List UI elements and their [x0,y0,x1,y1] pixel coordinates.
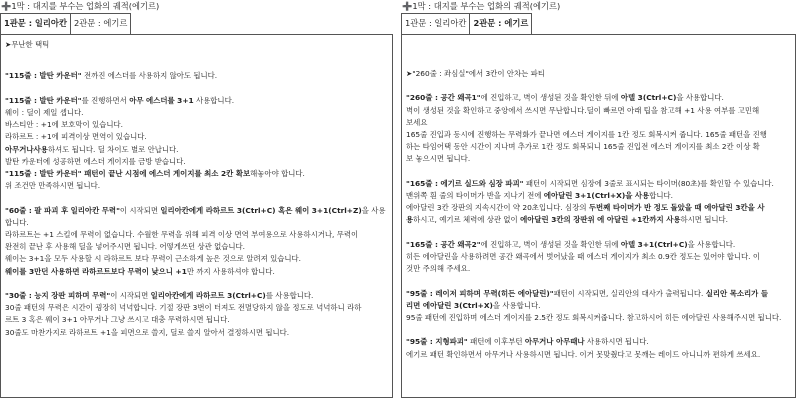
text-run: 에기르 패턴 확인하면서 아무거나 사용하시면 됩니다. 이거 못맞췄다고 못깨는 레이드 아니니까 편하게 쓰세요. [406,349,761,359]
bold-text-run: 두번째 타이머가 반 정도 돌았을 때 에아달린 3칸을 사 [588,203,765,213]
guide-line [5,217,388,229]
guide-line [406,349,791,361]
guide-line [406,288,791,300]
text-run: 이 시작되면 [110,291,151,300]
text-run: 패턴이 시작되면 심장에 3줄로 표시되는 타이머(80초)를 확인할 수 있습니다. [523,178,774,188]
collapse-header[interactable]: ➕1막 : 대지를 부수는 업화의 궤적(에기르) [402,1,561,11]
text-run: 바스티안 : +1에 보호막이 있습니다. [5,120,123,130]
tab-bar [0,13,393,34]
tab-content [0,34,393,398]
text-run: 보세요 [406,117,428,127]
guide-line [5,119,388,131]
bold-text-run: 웨이를 3만던 사용하면 라하르트보다 무력이 낮으니 +1 [5,266,187,276]
text-run: 패턴이 시작되면, 실리안의 대사가 출력됩니다. [553,288,706,298]
guide-line [5,95,388,107]
text-run: 사용합니다. [193,95,235,105]
text-run: 라하르트 : +1에 피격이상 면역이 있습니다. [5,132,147,142]
text-run: 르트 3 혹은 웨이 3+1 아무거나 그냥 쓰시고 대충 무력하시면 됩니다. [5,315,230,325]
collapse-header[interactable]: ➕1막 : 대지를 부수는 업화의 궤적(에기르) [1,1,160,11]
guide-line [5,70,388,82]
section-heading [406,68,791,80]
guide-line [406,105,791,117]
guide-line [5,241,388,253]
text-run: 을 사용 [361,205,386,215]
guide-line [5,314,388,326]
guide-line [5,144,388,156]
bold-text-run: 리면 에아달린 3(Ctrl+X) [406,300,493,310]
bold-text-run: "115줄 : 발탄 카운터" [5,71,82,81]
guide-line [5,266,388,278]
text-run: 에 진입하고, 벽이 생성된 것을 확인한 뒤에 [480,93,621,103]
guide-line [5,327,388,339]
text-run: 해놓아야 합니다. [250,169,305,178]
text-run: 웨이는 3+1을 모두 사용할 시 라하르트 보다 무력이 근소하게 높은 것으로 알려져 있습니다. [5,254,302,264]
right-panel [401,0,796,401]
guide-line [406,92,791,104]
guide-line [5,302,388,314]
blank-line [5,278,388,290]
text-run: 165줄 진입과 동시에 진행하는 무력화가 끝나면 에스더 게이지를 1칸 정도 회복시켜 줍니다. 165줄 패턴을 진행 [406,130,767,139]
blank-line [5,58,388,70]
guide-line [5,290,388,302]
guide-line [406,312,791,324]
text-run: 만 까지 사용하셔야 합니다. [186,266,275,276]
bold-text-run: "60줄 : 팔 파괴 후 일리아칸 무력" [5,205,120,215]
guide-line [406,153,791,165]
text-run: 라하르트는 +1 스킬에 무력이 없습니다. 수월한 무력을 위해 피격 이상 면역 부여용으로 사용하시거나, 무력이 [5,230,359,239]
guide-line [5,253,388,265]
tab-gate-1[interactable]: 1관문 : 일리아칸 [401,13,470,34]
tab-gate-1[interactable]: 1관문 : 일리아칸 [0,13,71,34]
guide-line [406,239,791,251]
text-run: 95줄 패턴에 진입하며 에스더 게이지를 2.5칸 정도 회복시켜줍니다. 참고하시어 히든 에아달린 사용해주시면 됩니다. [406,313,782,322]
text-run: 맨위쪽 흰 줄의 타이머가 반을 지나기 전에 [406,191,544,200]
text-run: 벽이 생성된 것을 확인하고 중앙에서 쓰시면 무난합니다.딜이 빠르면 아래 팁을 참고해 +1 사용 여부를 고민해 [406,105,760,115]
guide-line [5,156,388,168]
guide-line [406,190,791,202]
bold-text-run: 용 [406,215,414,225]
text-run: 하시고, 예기르 체력에 상관 없이 [413,215,521,225]
blank-line [5,83,388,95]
text-run: 패턴에 이후부턴 [467,337,525,347]
guide-line [5,168,388,180]
text-run: 것만 주의해 주세요. [406,264,471,274]
guide-line [406,202,791,214]
section-heading [5,39,388,51]
guide-line [406,251,791,263]
text-run: 하는 타임어택 동안 시간이 지나며 추가로 1칸 정도 회복되니 165줄 진입전 에스더 게이지를 최소 2칸 이상 확 [406,142,760,152]
text-run: 에아달린 3칸 장판의 지속시간이 약 20초입니다. 심장의 [406,203,589,213]
guide-line [5,229,388,241]
bold-text-run: 에아달린 3+1(Ctrl+X)을 사용 [543,191,650,200]
blank-line [406,166,791,178]
guide-line [406,263,791,275]
bold-text-run: 아델 3(Ctrl+C) [620,93,677,103]
guide-line [406,129,791,141]
text-run: 보 놓으시면 됩니다. [406,154,471,164]
bold-text-run: "165줄 : 공간 왜곡2" [406,239,481,249]
guide-line [5,131,388,143]
guide-line [406,141,791,153]
text-run: 를 진행하면서 [81,95,130,105]
left-panel [0,0,393,401]
bold-text-run: "115줄 : 발탄 카운터" 패턴이 끝난 시점에 에스더 게이지를 최소 2칸 확보 [5,169,251,178]
bold-text-run: 일리아칸에게 라하르트 3(Ctrl+C) [150,291,266,300]
guide-line [406,117,791,129]
bold-text-run: "95줄 : 지형파괴" [406,337,468,347]
bold-text-run: 아무 에스더를 3+1 [129,95,194,105]
text-run: 을 사용합니다. [676,93,724,103]
bold-text-run: 일리아칸에게 라하르트 3(Ctrl+C) 혹은 웨이 3+1(Ctrl+Z) [160,205,362,215]
text-run: 을 사용합니다. [492,300,541,310]
text-run: 웨이 : 딜이 제일 셉니다. [5,107,84,117]
text-run: ➤"260줄 : 좌심실"에서 3칸이 안차는 파티 [406,69,545,78]
text-run: 전까진 에스더를 사용하지 않아도 됩니다. [81,71,218,81]
text-run: 하셔도 됩니다. 딜 차이도 별로 안납니다. [47,144,179,154]
text-run: 완전히 끝난 후 사용해 딜을 넣어주시면 됩니다. 어떻게쓰던 상관 없습니다. [5,242,246,252]
text-run: 합니다. [5,217,29,227]
text-run: 30줄도 마찬가지로 라하르트 +1을 피면으로 쓸지, 딜로 쓸지 알아서 결정하시면 됩니다. [5,327,290,337]
bold-text-run: "95줄 : 레이저 피하며 무력(히든 에아달린)" [406,288,554,298]
guide-line [406,214,791,226]
text-run: 30줄 패턴의 무력은 시간이 굉장히 넉넉합니다. 기절 장판 3번이 터져도 전멸당하지 않을 정도로 넉넉하니 라하 [5,303,362,313]
tab-gate-2[interactable]: 2관문 : 에기르 [470,13,532,34]
text-run: 을 사용합니다. [687,239,736,249]
blank-line [406,80,791,92]
bold-text-run: "115줄 : 발탄 카운터" [5,95,82,105]
text-run: 발탄 카운터에 성공하면 에스더 게이지를 금방 받습니다. [5,156,186,166]
bold-text-run: 아무거나 아무때나 [524,337,585,347]
text-run: ➤무난한 택틱 [5,40,50,49]
blank-line [406,227,791,239]
blank-line [5,192,388,204]
bold-text-run: 에아달린 3칸의 장판위 에 아달린 +1칸까지 사용 [520,215,681,225]
tab-bar [401,13,796,34]
text-run: 이 시작되면 [119,205,161,215]
text-run: 를 사용합니다. [265,291,314,300]
tab-gate-2[interactable]: 2관문 : 에기르 [71,13,131,34]
guide-line [5,180,388,192]
guide-line [406,300,791,312]
text-run: 에 진입하고, 벽이 생성된 것을 확인한 뒤에 [480,239,621,249]
guide-line [406,336,791,348]
bold-text-run: "260줄 : 공간 왜곡1" [406,93,481,103]
bold-text-run: 아델 3+1(Ctrl+C) [620,239,688,249]
text-run: 히든 에아달린을 사용하려면 공간 왜곡에서 벗어났을 때 에스더 게이지가 최소 0.9칸 정도는 있어야 합니다. 이 [406,252,760,261]
bold-text-run: "165줄 : 에기르 실드와 심장 파괴" [406,178,524,188]
text-run: 합니다. [649,191,673,200]
guide-line [5,205,388,217]
blank-line [406,275,791,287]
text-run: 하시면 됩니다. [680,215,729,225]
guide-line [5,107,388,119]
blank-line [406,324,791,336]
guide-line [406,178,791,190]
text-run: 위 조건만 만족하시면 됩니다. [5,181,101,191]
bold-text-run: "30줄 : 능지 장판 피하며 무력" [5,291,111,300]
tab-content [401,34,796,398]
bold-text-run: 아무거나사용 [5,144,48,154]
bold-text-run: 실리안 목소리가 들 [705,288,769,298]
text-run: 사용하시면 됩니다. [584,337,649,347]
